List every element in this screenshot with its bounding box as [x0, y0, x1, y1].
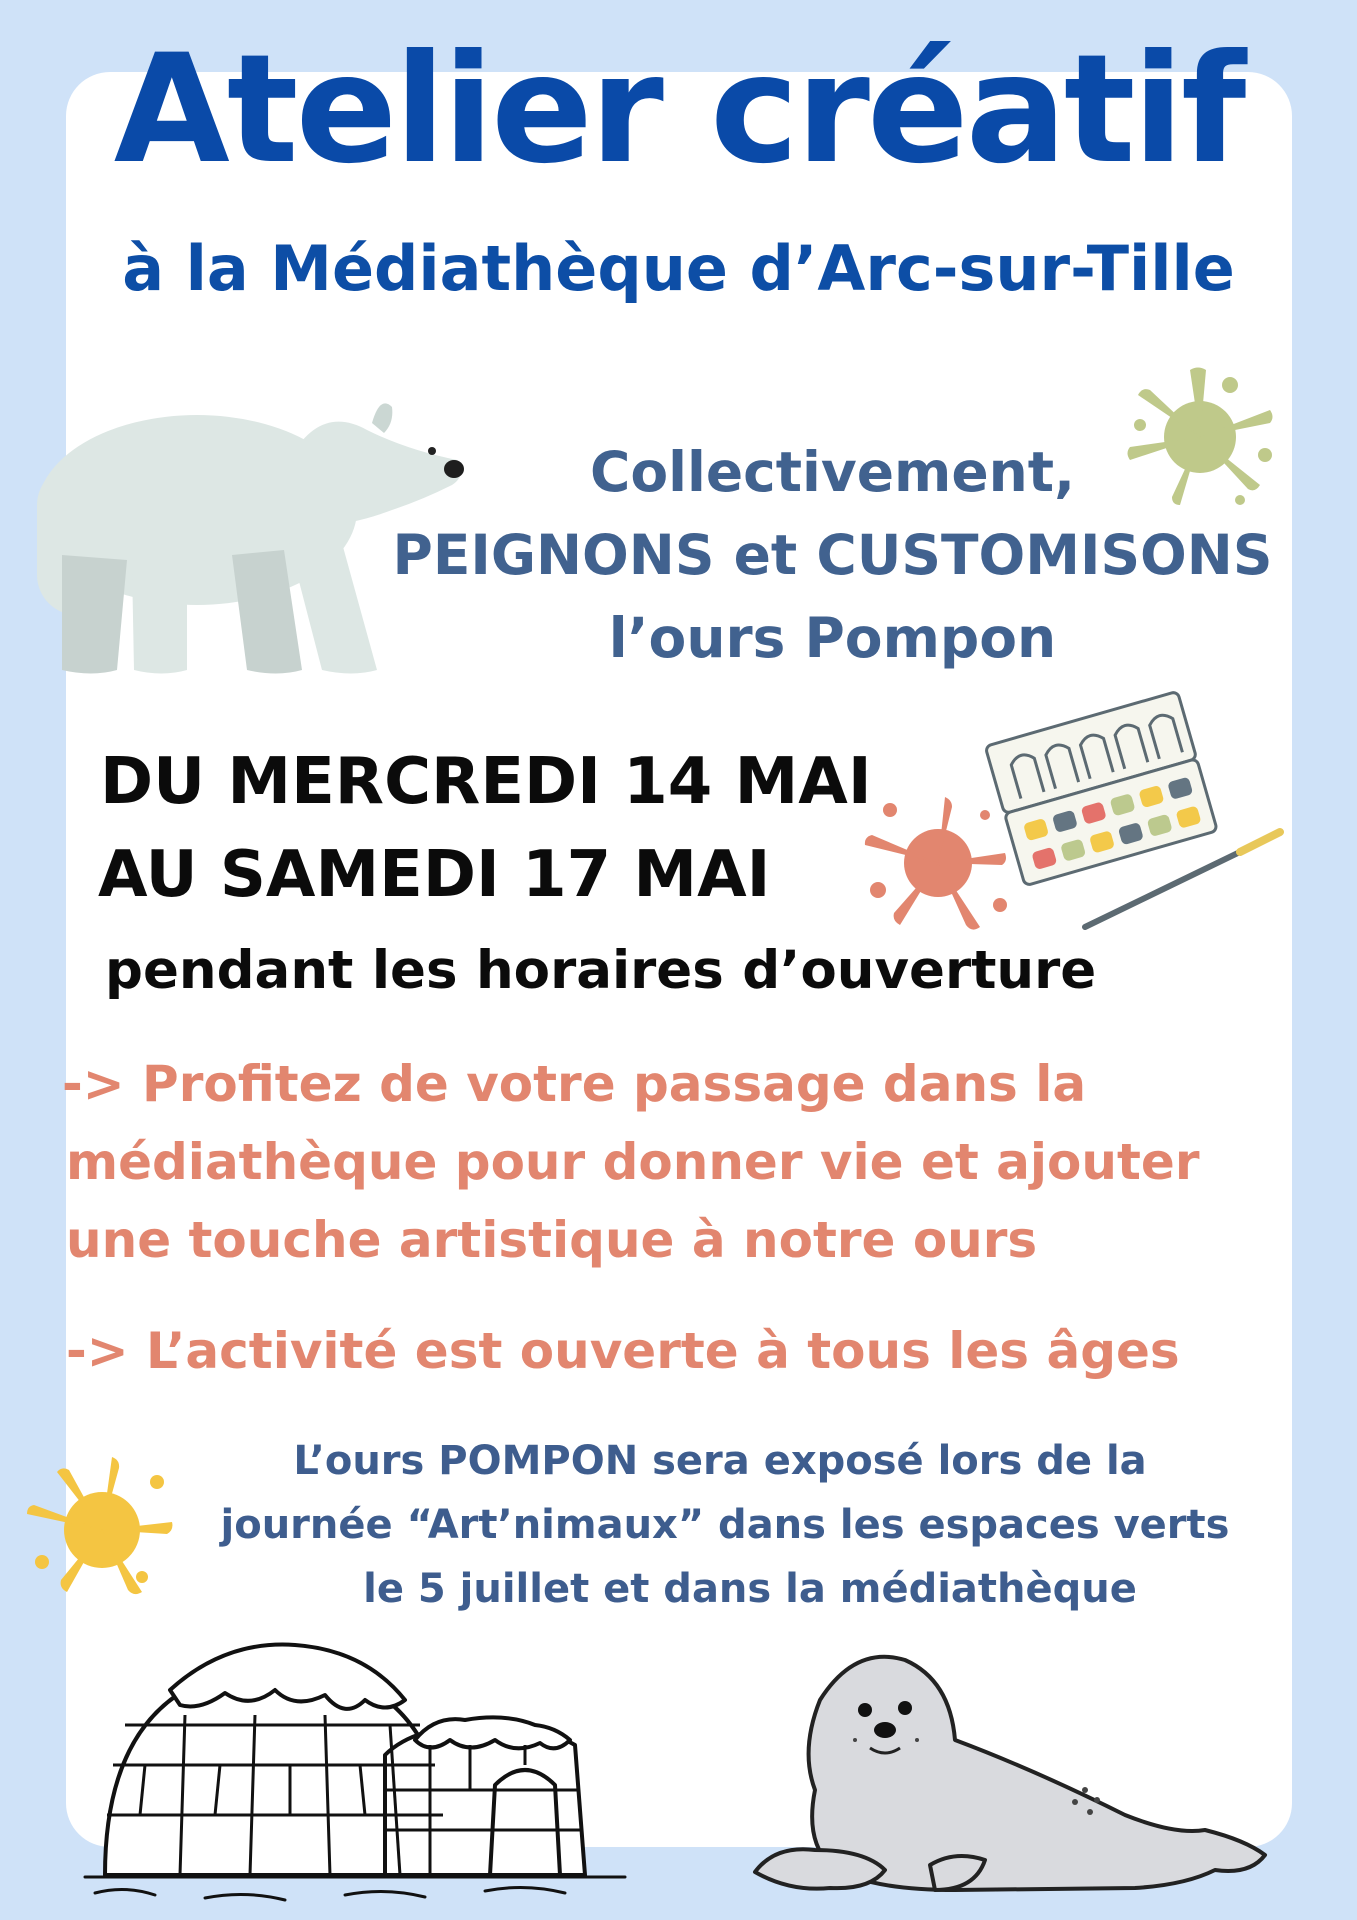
exhibit-line-3: le 5 juillet et dans la médiathèque — [363, 1566, 1137, 1612]
detail-all-ages: -> L’activité est ouverte à tous les âges — [66, 1322, 1180, 1380]
igloo-icon — [85, 1615, 625, 1905]
yellow-paint-splash-icon — [22, 1452, 177, 1600]
date-start: DU MERCREDI 14 MAI — [100, 745, 872, 819]
detail-line-1: -> Profitez de votre passage dans la — [62, 1055, 1087, 1113]
detail-line-2: médiathèque pour donner vie et ajouter — [66, 1133, 1200, 1191]
opening-hours-note: pendant les horaires d’ouverture — [105, 940, 1097, 1001]
intro-line-3: l’ours Pompon — [608, 606, 1057, 670]
poster-title: Atelier créatif — [113, 23, 1244, 197]
seal-icon — [745, 1640, 1275, 1902]
detail-line-3: une touche artistique à notre ours — [66, 1211, 1038, 1269]
date-end: AU SAMEDI 17 MAI — [98, 838, 771, 912]
intro-line-2: PEIGNONS et CUSTOMISONS — [392, 523, 1273, 587]
orange-paint-splash-icon — [860, 795, 1010, 935]
exhibit-line-1: L’ours POMPON sera exposé lors de la — [293, 1438, 1147, 1484]
watercolor-palette-icon — [990, 672, 1290, 932]
exhibit-line-2: journée “Art’nimaux” dans les espaces verts — [220, 1502, 1230, 1548]
intro-line-1: Collectivement, — [589, 440, 1075, 504]
poster-subtitle: à la Médiathèque d’Arc-sur-Tille — [122, 232, 1235, 305]
